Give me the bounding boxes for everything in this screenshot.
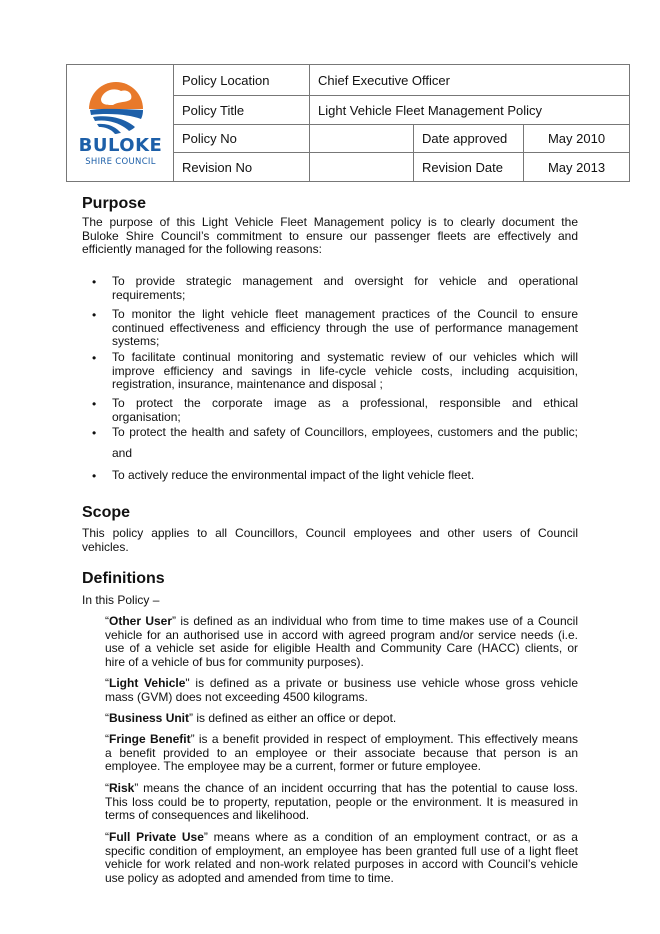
definition-fringe-benefit (105, 733, 578, 774)
bullet-line: organisation; (112, 409, 181, 424)
definition-risk (105, 782, 578, 823)
purpose-bullet-item (112, 469, 578, 483)
quote-close: ” (203, 830, 208, 844)
definition-light-vehicle (105, 677, 578, 704)
definition-term: Business Unit (109, 711, 190, 725)
definition-text: vehicle for an authorised use in accord with agreed program and/or service needs (i.e. (105, 627, 578, 642)
definition-text: specific condition of employment, an employee has been granted full use of a light fleet (105, 843, 578, 858)
date-approved-value: May 2010 (524, 125, 629, 153)
policy-no-value (310, 125, 414, 153)
purpose-bullet-item (112, 308, 578, 349)
logo-wordmark: BULOKE (78, 135, 163, 156)
quote-close: ” (134, 781, 139, 795)
logo-subtitle: SHIRE COUNCIL (85, 157, 156, 167)
definition-text: a benefit provided to an employee or their associate because that person is an (105, 745, 578, 760)
definition-text: use of a vehicle set aside for eligible Health and Community Care (HACC) clients, or (105, 641, 578, 656)
purpose-bullet-item (112, 275, 578, 302)
quote-close: " (185, 676, 190, 690)
definition-text: means the chance of an incident occurring that has the potential to cause loss. (138, 781, 578, 795)
definition-business-unit (105, 712, 578, 726)
definition-text: is defined as an individual who from time to time makes use of a Council (176, 614, 578, 628)
definition-text: This loss could be to property, reputation, people or the environment. It is measured in (105, 794, 578, 809)
definition-other-user (105, 615, 578, 669)
definition-text: vehicle for work related and non-work related purposes in accord with Council’s vehicle (105, 857, 578, 872)
definition-text: is defined as either an office or depot. (193, 711, 397, 725)
definition-text: use policy as adopted and amended from time to time. (105, 870, 394, 885)
scope-line: vehicles. (82, 539, 129, 554)
bullet-line: To provide strategic management and oversight for vehicle and operational (112, 274, 578, 288)
policy-location-value: Chief Executive Officer (310, 65, 629, 96)
quote-close: ” (172, 614, 177, 628)
definition-term: Full Private Use (109, 830, 204, 844)
scope-line: This policy applies to all Councillors, Council employees and other users of Council (82, 526, 578, 540)
buloke-logo-icon (83, 79, 149, 135)
purpose-intro (82, 216, 578, 257)
definition-text: is a benefit provided in respect of employment. This effectively means (194, 732, 578, 746)
definition-term: Light Vehicle (109, 676, 186, 690)
bullet-icon: • (92, 351, 97, 365)
bullet-icon: • (92, 397, 97, 411)
bullet-line: and (112, 445, 133, 460)
revision-no-label: Revision No (174, 153, 310, 181)
purpose-bullet-item (112, 397, 578, 424)
policy-no-label: Policy No (174, 125, 310, 153)
revision-date-value: May 2013 (547, 159, 606, 175)
bullet-line: registration, insurance, maintenance and disposal ; (112, 377, 383, 392)
quote-open: “ (105, 781, 109, 795)
scope-text (82, 527, 578, 554)
bullet-line: To actively reduce the environmental impact of the light vehicle fleet. (112, 468, 475, 482)
policy-title-label: Policy Title (174, 96, 310, 125)
definition-term: Fringe Benefit (109, 732, 191, 746)
bullet-line: requirements; (112, 287, 186, 302)
purpose-intro-line: The purpose of this Light Vehicle Fleet Management policy is to clearly document the (82, 215, 578, 229)
quote-open: “ (105, 711, 109, 725)
bullet-line: To facilitate continual monitoring and systematic review of our vehicles which will (112, 350, 578, 364)
bullet-icon: • (92, 426, 97, 440)
purpose-intro-line: Buloke Shire Council’s commitment to ensure our passenger fleets are effectively and (82, 228, 578, 243)
policy-title-value: Light Vehicle Fleet Management Policy (310, 96, 629, 125)
quote-open: “ (105, 732, 109, 746)
purpose-bullet-item (112, 426, 578, 460)
bullet-line: improve efficiency and savings in life-cycle vehicle costs, including acquisition, (112, 363, 578, 378)
quote-open: “ (105, 830, 109, 844)
definition-text: means where as a condition of an employment contract, or as a (207, 830, 578, 844)
revision-no-value (310, 153, 414, 181)
quote-open: “ (105, 614, 109, 628)
policy-header-table (66, 64, 630, 182)
bullet-line: To protect the health and safety of Councillors, employees, customers and the public; (112, 425, 578, 439)
logo-cell (67, 65, 174, 181)
bullet-line: continued effectiveness and efficiency through the use of performance management (112, 320, 578, 335)
definition-full-private-use (105, 831, 578, 885)
definition-text: mass (GVM) does not exceeding 4500 kilograms. (105, 689, 368, 704)
quote-close: ” (190, 732, 195, 746)
bullet-icon: • (92, 275, 97, 289)
policy-location-label: Policy Location (174, 65, 310, 96)
scope-heading: Scope (82, 504, 131, 521)
purpose-heading: Purpose (82, 195, 147, 212)
bullet-line: To protect the corporate image as a professional, responsible and ethical (112, 396, 578, 410)
revision-date-label: Revision Date (414, 153, 524, 181)
definition-term: Other User (109, 614, 173, 628)
quote-open: “ (105, 676, 109, 690)
definition-text: terms of consequences and likelihood. (105, 808, 310, 823)
definition-term: Risk (109, 781, 135, 795)
bullet-line: systems; (112, 334, 160, 349)
definition-text: is defined as a private or business use vehicle whose gross vehicle (189, 676, 579, 690)
definitions-heading: Definitions (82, 570, 165, 587)
purpose-bullet-item (112, 351, 578, 392)
bullet-line: To monitor the light vehicle fleet management practices of the Council to ensure (112, 307, 578, 321)
definition-text: hire of a vehicle of bus for community purposes). (105, 654, 364, 669)
quote-close: ” (189, 711, 194, 725)
definitions-intro: In this Policy – (82, 593, 160, 607)
purpose-intro-line: efficiently managed for the following reasons: (82, 242, 322, 257)
bullet-icon: • (92, 308, 97, 322)
bullet-icon: • (92, 469, 97, 483)
date-approved-label: Date approved (414, 125, 524, 153)
definition-text: employee. The employee may be a current, former or future employee. (105, 759, 481, 774)
